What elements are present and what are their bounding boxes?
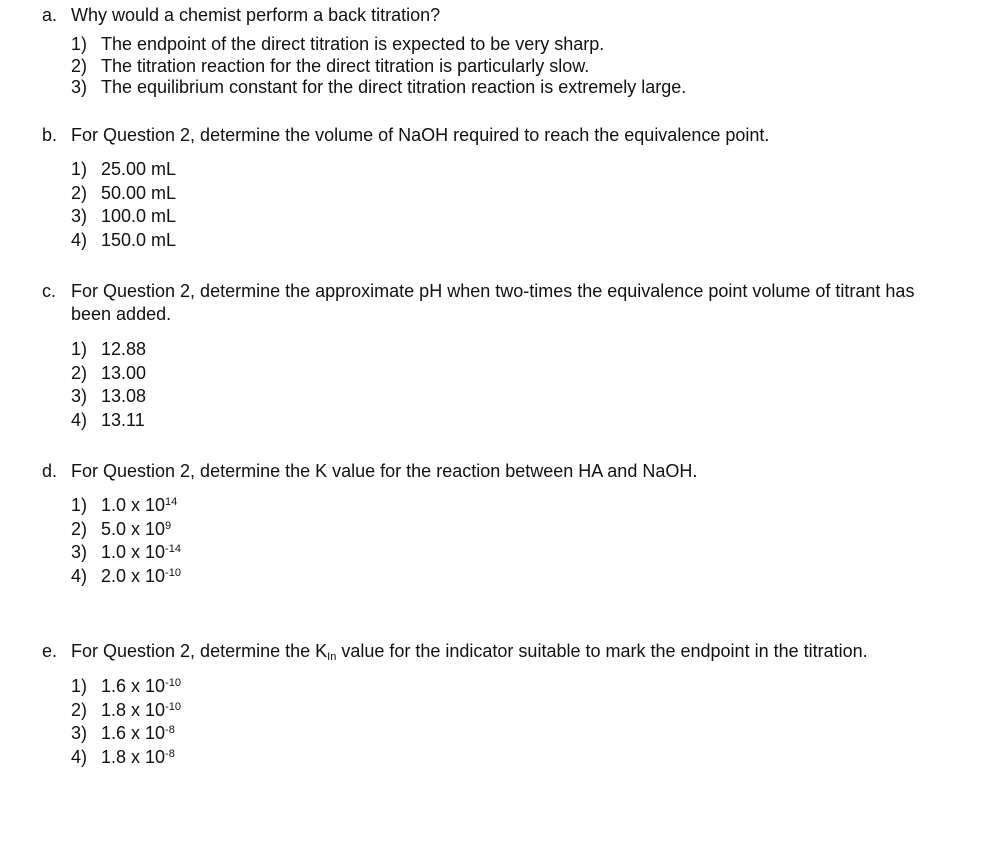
option-text: The equilibrium constant for the direct titration reaction is extremely large. [101,77,687,97]
question-letter: c. [42,281,57,301]
options-list [42,675,942,769]
option-number: 1) [71,495,88,515]
option-text: The endpoint of the direct titration is expected to be very sharp. [101,34,605,54]
option-item [71,409,942,433]
question-a [42,4,942,99]
option-number: 2) [71,518,88,539]
option-item [71,34,942,56]
option-exponent: 14 [165,496,178,508]
option-item [71,229,942,253]
option-value [101,518,171,542]
option-base: 5.0 x 10 [101,518,166,539]
option-text: 50.00 mL [101,182,177,203]
options-list [42,34,942,99]
option-text: 100.0 mL [101,206,177,226]
option-item [71,56,942,78]
question-d-header [42,460,942,483]
option-base: 1.8 x 10 [101,699,166,720]
question-letter: a. [42,5,58,25]
option-number: 1) [71,676,88,696]
option-base: 1.6 x 10 [101,723,166,743]
option-number: 1) [71,159,88,179]
question-c [42,280,942,432]
option-exponent: -8 [165,724,175,736]
option-text: The titration reaction for the direct titration is particularly slow. [101,55,590,76]
option-value [101,494,177,518]
option-number: 4) [71,229,88,250]
option-item [71,494,942,518]
option-number: 2) [71,699,88,720]
options-list [42,338,942,432]
option-item [71,675,942,699]
option-value [101,675,181,699]
question-text: For Question 2, determine the volume of NaOH required to reach the equivalence point. [71,125,770,145]
option-number: 4) [71,565,88,586]
options-list [42,158,942,252]
question-c-header [42,280,942,326]
option-item [71,182,942,206]
option-exponent: -8 [165,747,175,760]
question-b [42,124,942,252]
option-item [71,77,942,99]
option-number: 3) [71,723,88,743]
question-text: Why would a chemist perform a back titration? [71,5,441,25]
option-value [101,722,175,746]
option-item [71,699,942,723]
option-item [71,362,942,386]
option-text: 150.0 mL [101,229,177,250]
question-text: For Question 2, determine the approximate pH when two-times the equivalence point volume of titrant has been added. [71,281,915,324]
question-e [42,640,942,769]
option-exponent: -10 [165,677,181,689]
option-base: 1.0 x 10 [101,495,166,515]
question-a-header [42,4,942,27]
option-number: 4) [71,746,88,767]
option-item [71,722,942,746]
option-item [71,205,942,229]
option-exponent: -10 [165,566,181,579]
option-value [101,565,181,589]
option-text: 13.00 [101,362,147,383]
option-exponent: -14 [165,543,181,555]
option-text: 25.00 mL [101,159,177,179]
option-item [71,338,942,362]
option-base: 1.8 x 10 [101,746,166,767]
option-base: 2.0 x 10 [101,565,166,586]
option-item [71,541,942,565]
option-number: 3) [71,386,88,406]
question-letter: e. [42,641,58,661]
option-number: 2) [71,362,88,383]
option-exponent: 9 [165,519,172,532]
option-number: 3) [71,77,88,97]
option-item [71,158,942,182]
option-value [101,699,181,723]
question-letter: b. [42,125,58,145]
options-list [42,494,942,588]
option-number: 4) [71,409,88,430]
option-base: 1.6 x 10 [101,676,166,696]
option-number: 3) [71,206,88,226]
option-item [71,565,942,589]
option-number: 2) [71,182,88,203]
question-letter: d. [42,461,58,481]
option-number: 1) [71,34,88,54]
option-base: 1.0 x 10 [101,542,166,562]
question-b-header [42,124,942,147]
question-d [42,460,942,588]
question-text: For Question 2, determine the K value for the reaction between HA and NaOH. [71,461,698,481]
option-item [71,746,942,770]
option-number: 1) [71,339,88,359]
question-text-after: value for the indicator suitable to mark the endpoint in the titration. [336,641,868,661]
option-text: 13.11 [101,409,145,430]
option-text: 12.88 [101,339,147,359]
option-exponent: -10 [165,700,181,713]
option-number: 3) [71,542,88,562]
option-item [71,518,942,542]
question-e-header [42,640,942,663]
question-text [71,640,921,663]
question-text-before: For Question 2, determine the K [71,641,328,661]
option-number: 2) [71,55,88,76]
option-value [101,541,181,565]
option-text: 13.08 [101,386,147,406]
option-value [101,746,175,770]
question-text-subscript: In [327,651,337,663]
option-item [71,385,942,409]
